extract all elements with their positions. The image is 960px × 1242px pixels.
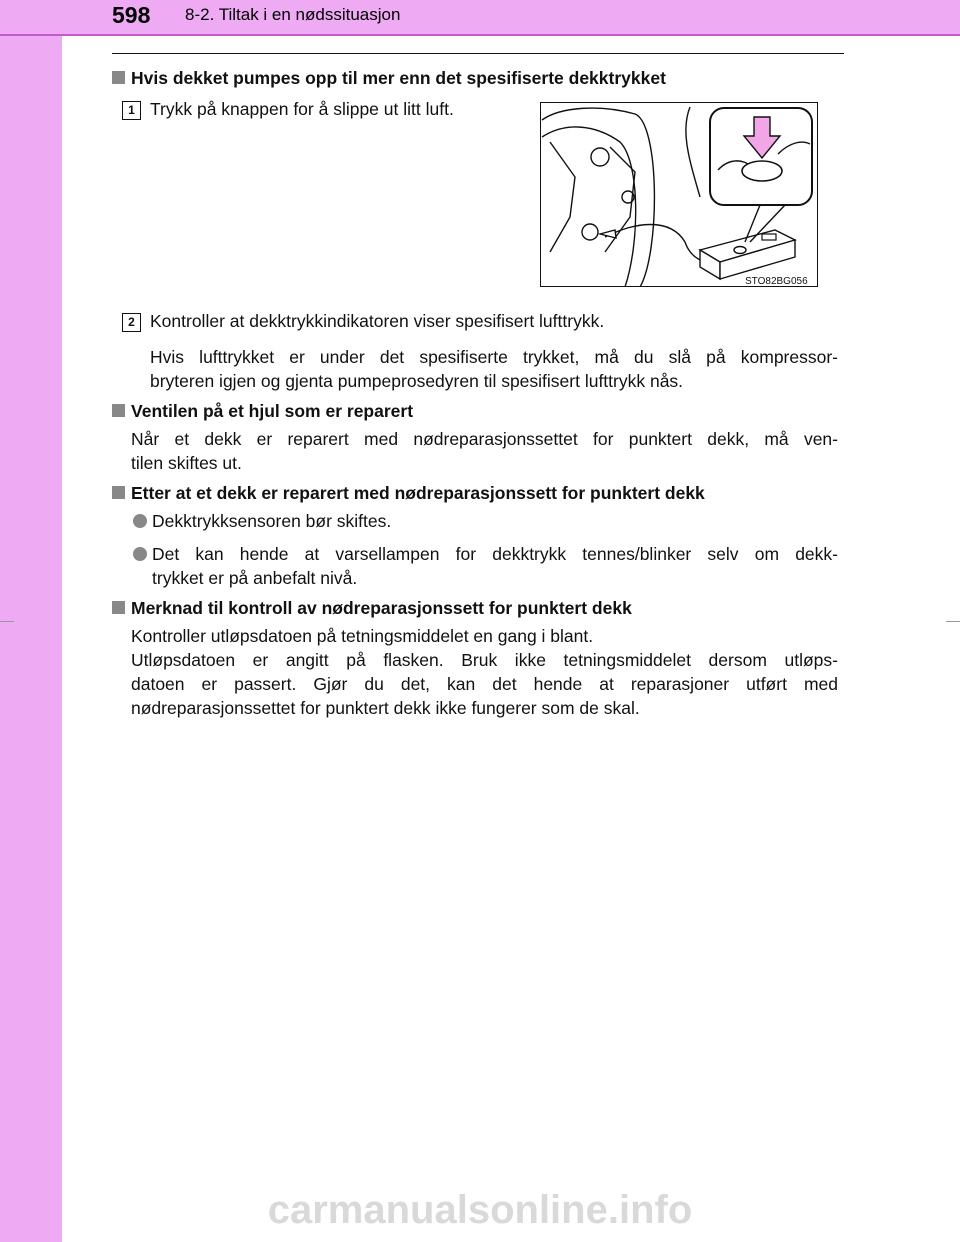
step-number-badge: 1: [122, 101, 141, 120]
bullet-text: trykket er på anbefalt nivå.: [152, 568, 358, 588]
watermark: carmanualsonline.info: [267, 1188, 693, 1232]
section-rule: [112, 53, 844, 54]
chapter-title: 8-2. Tiltak i en nødssituasjon: [185, 5, 401, 24]
body-line: Kontroller utløpsdatoen på tetningsmiddelet en gang i blant.: [131, 626, 594, 646]
section-heading: Ventilen på et hjul som er reparert: [112, 399, 413, 423]
note-line: bryteren igjen og gjenta pumpeprosedyren til spesifisert lufttrykk nås.: [150, 371, 684, 391]
body-line: Når et dekk er reparert med nødreparasjonssettet for punktert dekk, må ven-: [131, 429, 838, 449]
bullet-text: Det kan hende at varsellampen for dekktrykk tennes/blinker selv om dekk-: [152, 544, 838, 564]
square-bullet-icon: [112, 486, 125, 499]
crop-mark-left: [0, 621, 14, 622]
square-bullet-icon: [112, 601, 125, 614]
square-bullet-icon: [112, 404, 125, 417]
section-heading: Merknad til kontroll av nødreparasjonssett for punktert dekk: [112, 596, 632, 620]
round-bullet-icon: [133, 547, 147, 561]
section-heading: Etter at et dekk er reparert med nødreparasjonssett for punktert dekk: [112, 481, 705, 505]
square-bullet-icon: [112, 71, 125, 84]
crop-mark-right: [946, 621, 960, 622]
step-number-badge: 2: [122, 313, 141, 332]
header-line: [0, 34, 960, 36]
step-text: Kontroller at dekktrykkindikatoren viser spesifisert lufttrykk.: [150, 311, 605, 331]
bullet-text: Dekktrykksensoren bør skiftes.: [152, 511, 392, 531]
body-line: nødreparasjonssettet for punktert dekk ikke fungerer som de skal.: [131, 698, 640, 718]
figure-code: STO82BG056: [745, 276, 808, 287]
body-line: datoen er passert. Gjør du det, kan det hende at reparasjoner utført med: [131, 674, 838, 694]
note-line: Hvis lufttrykket er under det spesifiserte trykket, må du slå på kompressor-: [150, 347, 838, 367]
section-heading: Hvis dekket pumpes opp til mer enn det spesifiserte dekktrykket: [112, 66, 666, 90]
body-line: tilen skiftes ut.: [131, 453, 242, 473]
page-number: 598: [112, 2, 151, 28]
round-bullet-icon: [133, 514, 147, 528]
body-line: Utløpsdatoen er angitt på flasken. Bruk ikke tetningsmiddelet dersom utløps-: [131, 650, 838, 670]
compressor-illustration: [540, 102, 818, 287]
step-text: Trykk på knappen for å slippe ut litt luft.: [150, 99, 454, 119]
